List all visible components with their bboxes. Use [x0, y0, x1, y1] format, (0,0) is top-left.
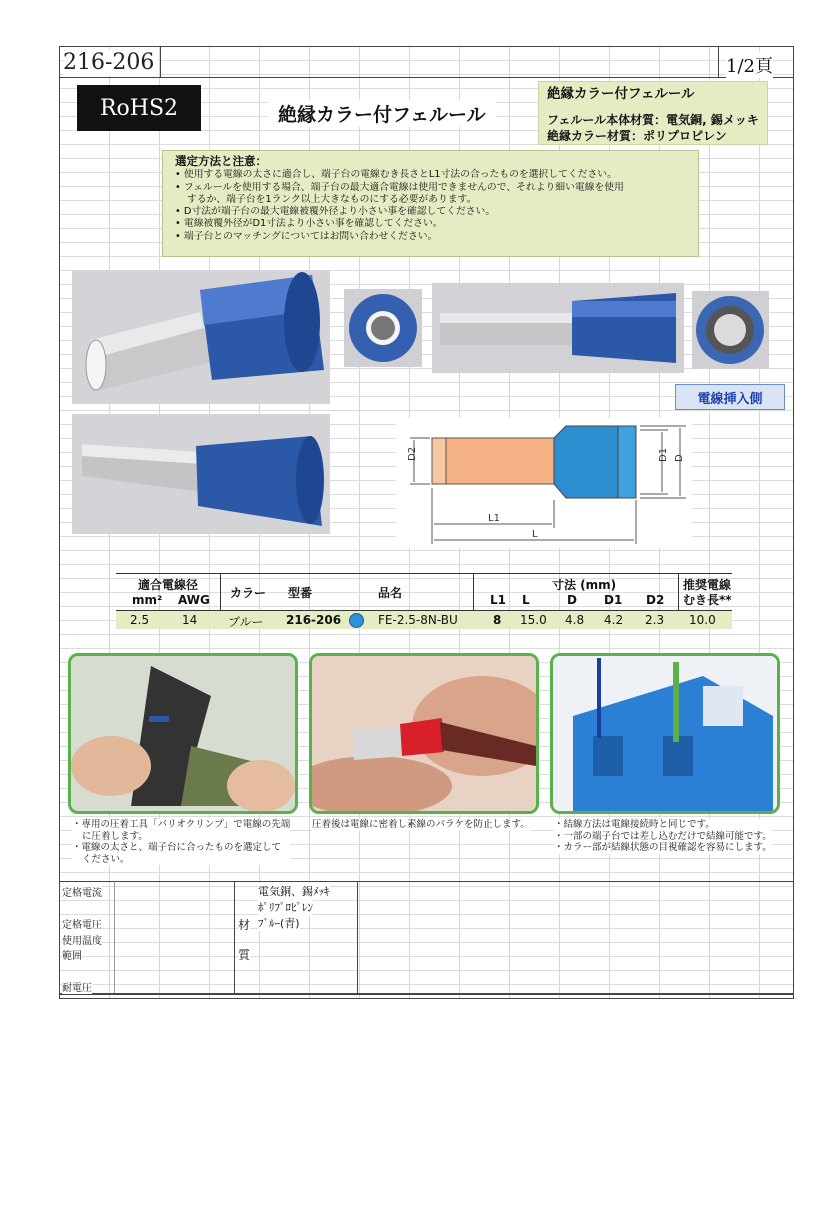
ferrule-photo-side-view — [432, 283, 684, 373]
page-indicator: 1/2頁 — [726, 52, 773, 78]
note-item: するか、端子台を1ランク以上大きなものにする必要があります。 — [187, 193, 477, 205]
spec-line: 絶縁カラー材質：ポリプロピレン — [547, 129, 727, 143]
th-awg: AWG — [178, 593, 210, 607]
ferrule-photo-angled — [72, 270, 330, 404]
th-model: 型番 — [288, 586, 313, 600]
header-divider — [59, 77, 794, 78]
th-d1: D1 — [604, 593, 623, 607]
spec-line: フェルール本体材質：電気銅, 錫メッキ — [547, 113, 759, 127]
th-strip: むき長** — [683, 593, 732, 607]
dim-label-l: L — [532, 529, 538, 540]
temp-range-label: 範囲 — [62, 947, 82, 962]
th-strip: 推奨電線 — [683, 578, 732, 592]
notes-title: 選定方法と注意： — [175, 154, 267, 168]
note-item: • フェルールを使用する場合、端子台の最大適合電線は使用できませんので、それより細い電線を使用 — [175, 181, 624, 193]
dim-label-d2: D2 — [407, 446, 418, 461]
note-item: • 電線被覆外径がD1寸法より小さい事を確認してください。 — [175, 218, 443, 230]
dimension-drawing — [396, 418, 692, 548]
material-label: 質 — [238, 948, 251, 962]
cell-mm2: 2.5 — [130, 613, 150, 627]
withstand-voltage-label: 耐電圧 — [62, 979, 92, 994]
ratings-divider — [114, 881, 115, 993]
table-row — [116, 610, 732, 629]
th-d: D — [567, 593, 577, 607]
ratings-divider — [234, 881, 235, 993]
th-d2: D2 — [646, 593, 665, 607]
cell-model: 216-206 — [286, 613, 342, 627]
note-item: • 端子台とのマッチングについてはお問い合わせください。 — [175, 230, 438, 242]
ratings-top-border — [59, 881, 794, 882]
th-l: L — [522, 593, 530, 607]
note-item: • D寸法が端子台の最大電線被覆外径より小さい事を確認してください。 — [175, 206, 496, 218]
th-wire: 適合電線径 — [138, 578, 199, 592]
th-color: カラー — [230, 586, 267, 600]
caption-crimp: ・専用の圧着工具「バリオクリンプ」で電線の先端 に圧着します。 ・電線の太さと、端子台に合ったものを選定して ください。 — [72, 819, 291, 865]
dim-label-l1: L1 — [488, 513, 500, 524]
terminal-block-photo — [550, 653, 780, 814]
spec-title: 絶縁カラー付フェルール — [547, 86, 695, 102]
material-value: ﾌﾞﾙｰ(青) — [258, 917, 300, 930]
th-name: 品名 — [378, 586, 403, 600]
material-value: ﾎﾟﾘﾌﾟﾛﾋﾟﾚﾝ — [258, 901, 313, 914]
rated-voltage-label: 定格電圧 — [62, 916, 102, 931]
cell-name: FE-2.5-8N-BU — [378, 613, 458, 627]
cell-l1: 8 — [493, 613, 502, 627]
ferrule-photo-insert-end — [692, 291, 769, 369]
selection-notes — [162, 150, 699, 257]
color-dot-icon — [349, 613, 364, 628]
cell-d1: 4.2 — [604, 613, 624, 627]
cell-l: 15.0 — [520, 613, 547, 627]
dim-label-d: D — [674, 454, 685, 462]
spec-box — [538, 81, 768, 145]
crimped-ferrule-photo — [309, 653, 539, 814]
ferrule-photo-end-view — [344, 289, 422, 367]
cell-awg: 14 — [182, 613, 198, 627]
th-dims: 寸法 (mm) — [552, 578, 617, 592]
cell-strip: 10.0 — [689, 613, 716, 627]
caption-terminal: ・結線方法は電線接続時と同じです。 ・一部の端子台では差し込むだけで結線可能です。 ・カラー部が結線状態の目視確認を容易にします。 — [554, 819, 772, 853]
caption-crimped: 圧着後は電線に密着し素線のバラケを防止します。 — [312, 819, 530, 830]
crimp-tool-photo — [68, 653, 298, 814]
th-l1: L1 — [490, 593, 506, 607]
insert-side-label: 電線挿入側 — [675, 384, 785, 410]
ratings-divider — [357, 881, 358, 993]
header-cell-border — [160, 46, 161, 77]
rated-current-label: 定格電流 — [62, 884, 102, 899]
header-cell-border — [718, 46, 719, 77]
cell-color: ブルー — [228, 615, 264, 629]
temp-range-label: 使用温度 — [62, 932, 102, 947]
material-value: 電気銅、錫ﾒｯｷ — [258, 885, 330, 898]
dim-label-d1: D1 — [658, 447, 669, 462]
rohs-badge: RoHS2 — [77, 85, 201, 131]
ferrule-photo-horizontal — [72, 414, 330, 534]
ratings-bottom-border — [59, 993, 794, 995]
cell-d: 4.8 — [565, 613, 585, 627]
th-mm2: mm² — [132, 593, 163, 607]
spec-table — [116, 573, 732, 629]
cell-d2: 2.3 — [645, 613, 665, 627]
part-number: 216-206 — [63, 50, 158, 75]
material-label: 材 — [238, 918, 251, 932]
page-title: 絶縁カラー付フェルール — [268, 100, 496, 127]
note-item: • 使用する電線の太さに適合し、端子台の電線むき長さとL1寸法の合ったものを選択してください。 — [175, 169, 617, 181]
